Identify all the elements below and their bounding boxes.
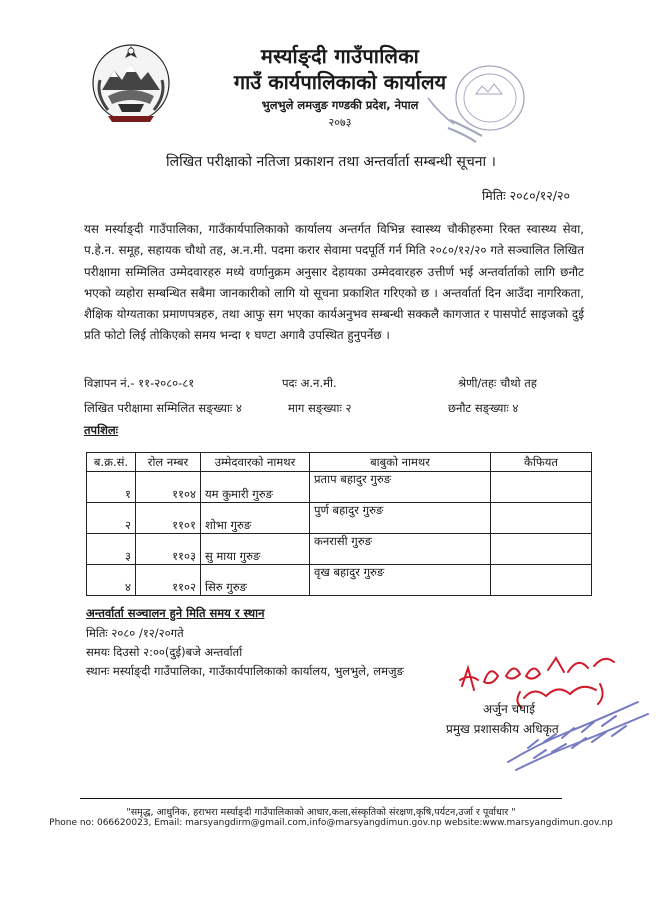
interview-time: समयः दिउसो २:००(दुई)बजे अन्तर्वार्ता <box>86 645 243 659</box>
written-exam-count: लिखित परीक्षामा सम्मिलित सङ्ख्याः ४ <box>84 401 242 415</box>
table-row <box>87 503 592 534</box>
table-header-row <box>87 453 592 472</box>
roll-cell: ११०४ <box>136 472 201 503</box>
interview-heading: अन्तर्वार्ता सञ्चालन हुने मिति समय र स्थान <box>86 606 265 620</box>
header-candidate-name: उम्मेदवारको नामथर <box>201 453 310 472</box>
header-serial: ब.क्र.सं. <box>87 453 136 472</box>
father-name-cell: कनरासी गुरुङ <box>310 534 491 565</box>
roll-cell: ११०२ <box>136 565 201 596</box>
notice-body: यस मर्स्याङ्दी गाउँपालिका, गाउँकार्यपालिकाको कार्यालय अन्तर्गत विभिन्न स्वास्थ्य चौकीहरुमा रिक्त स्वास्थ्य सेवा, प.हे.न. समूह, सहायक चौथो तह, अ.न.मी. पदमा करार सेवामा पदपूर्ति गर्न मिति २०८०/१२/२० गते सञ्चालित लिखित परीक्षामा सम्मिलित उम्मेदवारहरु मध्ये वर्णानुक्रम अनुसार देहायका उम्मेदवारहरु उत्तीर्ण भई अन्तर्वार्ताको लागि छनौट भएको व्यहोरा सम्बन्धित सबैमा जानकारीको लागि यो सूचना प्रकाशित गरिएको छ । अन्तर्वार्ता दिन आउँदा नागरिकता, शैक्षिक योग्यताका प्रमाणपत्रहरु, तथा आफु सग भएका कार्यअनुभव सम्बन्धी सक्कलै कागजात र पासपोर्ट साइजको दुई प्रति फोटो लिई तोकिएको समय भन्दा १ घण्टा अगावै उपस्थित हुनुपर्नेछ । <box>84 222 584 343</box>
footer-contact: Phone no: 066620023, Email: marsyangdirm@gmail.com,info@marsyangdimun.gov.np website:www.marsyangdimun.gov.np <box>49 818 613 828</box>
footer-divider <box>80 798 562 799</box>
remark-cell <box>491 472 592 503</box>
father-name-cell: वृख बहादुर गुरुङ <box>310 565 491 596</box>
candidate-name-cell: सिरु गुरुङ <box>201 565 310 596</box>
demand-count: माग सङ्ख्याः २ <box>288 401 352 415</box>
advertisement-number: विज्ञापन नं.- ११-२०८०-८१ <box>84 376 195 390</box>
candidate-name-cell: यम कुमारी गुरुङ <box>201 472 310 503</box>
serial-cell: २ <box>87 503 136 534</box>
serial-cell: ४ <box>87 565 136 596</box>
serial-cell: ३ <box>87 534 136 565</box>
establishment-year: २०७३ <box>328 116 352 129</box>
remark-cell <box>491 565 592 596</box>
level-info: श्रेणी/तहः चौथो तह <box>458 376 537 390</box>
candidate-name-cell: शोभा गुरुङ <box>201 503 310 534</box>
serial-cell: १ <box>87 472 136 503</box>
office-subtitle: गाउँ कार्यपालिकाको कार्यालय <box>233 70 447 94</box>
office-stamp <box>420 58 530 148</box>
father-name-cell: पुर्ण बहादुर गुरुङ <box>310 503 491 534</box>
header-father-name: बाबुको नामथर <box>310 453 491 472</box>
table-row <box>87 565 592 596</box>
footer-slogan: "समृद्ध, आधुनिक, हराभरा मर्स्याङ्दी गाउँपालिकाको आधार,कला,संस्कृतिको संरक्षण,कृषि,पर्यटन,उर्जा र पूर्वाधार " <box>126 807 516 818</box>
notice-date: मितिः २०८०/१२/२० <box>482 188 570 203</box>
interview-date: मितिः २०८० /१२/२०गते <box>86 626 184 640</box>
header-roll: रोल नम्बर <box>136 453 201 472</box>
father-name-cell: प्रताप बहादुर गुरुङ <box>310 472 491 503</box>
table-row <box>87 534 592 565</box>
remark-cell <box>491 503 592 534</box>
signatory-name: अर्जुन चपाई <box>483 702 535 716</box>
candidates-table <box>86 452 592 596</box>
table-row <box>87 472 592 503</box>
selected-count: छनौट सङ्ख्याः ४ <box>448 401 519 415</box>
roll-cell: ११०१ <box>136 503 201 534</box>
interview-place: स्थानः मर्स्याङ्दी गाउँपालिका, गाउँकार्यपालिकाको कार्यालय, भुलभुले, लमजुङ <box>86 664 404 678</box>
signatory-title: प्रमुख प्रशासकीय अधिकृत <box>446 722 559 736</box>
roll-cell: ११०३ <box>136 534 201 565</box>
office-name: मर्स्याङ्दी गाउँपालिका <box>260 44 420 68</box>
post-name: पदः अ.न.मी. <box>282 376 337 390</box>
candidate-name-cell: सु माया गुरुङ <box>201 534 310 565</box>
remark-cell <box>491 534 592 565</box>
notice-subject: लिखित परीक्षाको नतिजा प्रकाशन तथा अन्तर्वार्ता सम्बन्धी सूचना । <box>166 154 496 170</box>
header-remarks: कैफियत <box>491 453 592 472</box>
government-emblem-logo <box>88 40 174 126</box>
office-address: भुलभुले लमजुङ गण्डकी प्रदेश, नेपाल <box>261 98 419 112</box>
signature-stamp <box>498 692 658 772</box>
details-label: तपशिलः <box>84 423 119 437</box>
